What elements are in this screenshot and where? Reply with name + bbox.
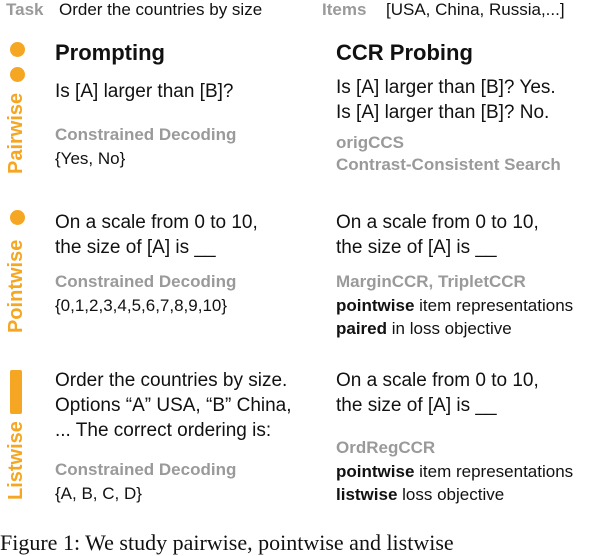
task-text: Order the countries by size: [59, 0, 263, 19]
listwise-ccr-prompt-line-1: On a scale from 0 to 10,: [336, 370, 539, 391]
listwise-ccr-detail-2: listwise loss objective: [336, 485, 505, 504]
pointwise-ccr-prompt-line-1: On a scale from 0 to 10,: [336, 212, 539, 233]
listwise-prompt-line-3: ... The correct ordering is:: [55, 420, 272, 441]
pointwise-ccr-detail-1: pointwise item representations: [336, 296, 574, 315]
pointwise-ccr-prompt-line-2: the size of [A] is __: [336, 237, 497, 258]
listwise-ccr-method: OrdRegCCR: [336, 438, 436, 457]
pairwise-prompting-options: {Yes, No}: [55, 149, 126, 168]
pairwise-prompting-method: Constrained Decoding: [55, 125, 237, 144]
pairwise-ccr-method-line-1: origCCS: [336, 133, 404, 152]
listwise-prompt-line-2: Options “A” USA, “B” China,: [55, 395, 292, 416]
pointwise-label: Pointwise: [5, 239, 27, 333]
pointwise-prompt-line-2: the size of [A] is __: [55, 237, 216, 258]
items-label: Items: [322, 0, 367, 19]
listwise-prompting-options: {A, B, C, D}: [55, 484, 142, 503]
pointwise-prompt-line-1: On a scale from 0 to 10,: [55, 212, 258, 233]
listwise-ccr-prompt-line-2: the size of [A] is __: [336, 395, 497, 416]
pairwise-ccr-prompt-line-2: Is [A] larger than [B]? No.: [336, 102, 550, 123]
listwise-bar: [10, 370, 22, 414]
prompting-title: Prompting: [55, 40, 165, 65]
pointwise-prompting-options: {0,1,2,3,4,5,6,7,8,9,10}: [55, 296, 228, 315]
pointwise-dot: [10, 210, 25, 225]
pairwise-ccr-method-line-2: Contrast-Consistent Search: [336, 155, 561, 174]
pairwise-ccr-prompt-line-1: Is [A] larger than [B]? Yes.: [336, 77, 556, 98]
pairwise-dot-bottom: [10, 67, 25, 82]
pairwise-prompt-line-1: Is [A] larger than [B]?: [55, 81, 234, 102]
listwise-ccr-detail-1: pointwise item representations: [336, 462, 574, 481]
listwise-label: Listwise: [5, 421, 27, 500]
listwise-prompting-method: Constrained Decoding: [55, 460, 237, 479]
listwise-prompt-line-1: Order the countries by size.: [55, 370, 288, 391]
ccr-probing-title: CCR Probing: [336, 40, 473, 65]
figure-caption: Figure 1: We study pairwise, pointwise and listwise: [0, 530, 454, 555]
pointwise-ccr-method: MarginCCR, TripletCCR: [336, 272, 526, 291]
pointwise-prompting-method: Constrained Decoding: [55, 272, 237, 291]
pairwise-dot-top: [10, 42, 25, 57]
items-text: [USA, China, Russia,...]: [386, 0, 565, 19]
pointwise-ccr-detail-2: paired in loss objective: [336, 319, 512, 338]
pairwise-label: Pairwise: [5, 92, 27, 174]
task-label: Task: [6, 0, 44, 19]
